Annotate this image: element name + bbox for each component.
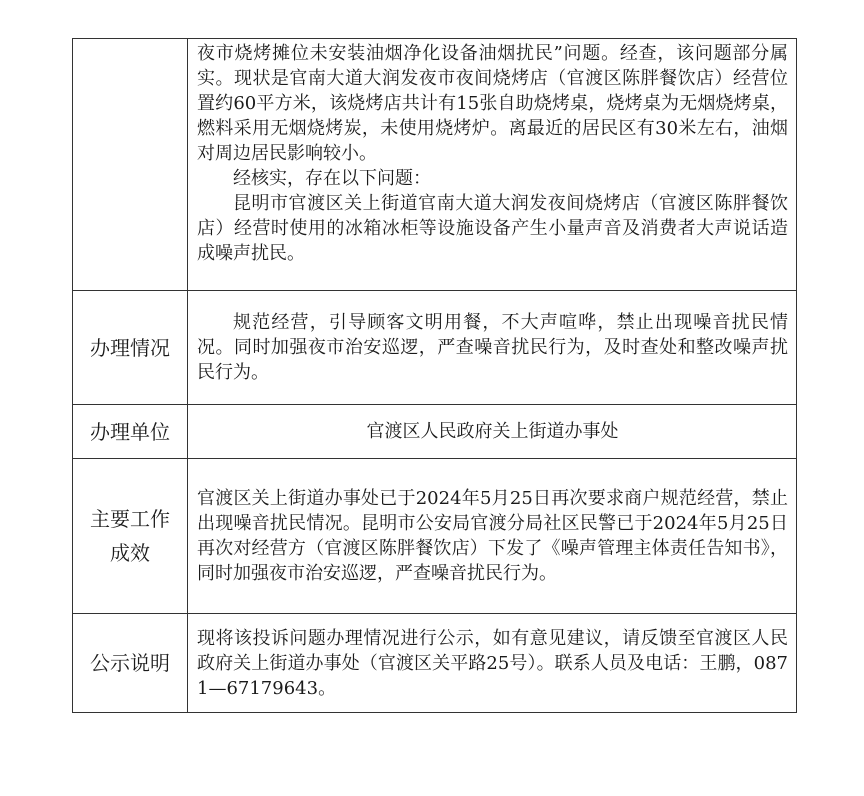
handling-paragraph: 规范经营，引导顾客文明用餐，不大声喧哗，禁止出现噪音扰民情况。同时加强夜市治安巡逻，严查噪音扰民行为，及时查处和整改噪声扰民行为。 [197,312,788,383]
table-row-handling [73,291,797,405]
investigation-paragraph-2: 经核实，存在以下问题： [233,168,431,189]
row-label-empty [73,39,188,291]
table-row-notice [73,614,797,713]
results-paragraph: 官渡区关上街道办事处已于2024年5月25日再次要求商户规范经营，禁止出现噪音扰民情况。昆明市公安局官渡分局社区民警已于2024年5月25日再次对经营方（官渡区陈胖餐饮店）下发了《噪声管理主体责任告知书》，同时加强夜市治安巡逻，严查噪音扰民行为。 [197,488,788,584]
row-label-unit: 办理单位 [73,405,188,459]
unit-paragraph: 官渡区人民政府关上街道办事处 [366,421,619,442]
handling-content [188,291,797,405]
investigation-paragraph-1: 夜市烧烤摊位未安装油烟净化设备油烟扰民”问题。经查，该问题部分属实。现状是官南大道大润发夜市夜间烧烤店（官渡区陈胖餐饮店）经营位置约60平方米，该烧烤店共计有15张自助烧烤桌，烧烤桌为无烟烧烤桌，燃料采用无烟烧烤炭，未使用烧烤炉。离最近的居民区有30米左右，油烟对周边居民影响较小。 [197,43,788,164]
results-content [188,459,797,614]
notice-paragraph: 现将该投诉问题办理情况进行公示，如有意见建议，请反馈至官渡区人民政府关上街道办事处（官渡区关平路25号）。联系人员及电话：王鹏，0871—67179643。 [197,627,788,699]
complaint-disclosure-table [72,38,797,713]
investigation-content [188,39,797,291]
row-label-handling: 办理情况 [73,291,188,405]
investigation-paragraph-3: 昆明市官渡区关上街道官南大道大润发夜间烧烤店（官渡区陈胖餐饮店）经营时使用的冰箱冰柜等设施设备产生小量声音及消费者大声说话造成噪声扰民。 [197,193,788,264]
row-label-notice: 公示说明 [73,614,188,713]
table-row-unit [73,405,797,459]
table-row-investigation [73,39,797,291]
unit-content [188,405,797,459]
row-label-results: 主要工作成效 [73,459,188,614]
table-row-results [73,459,797,614]
notice-content [188,614,797,713]
